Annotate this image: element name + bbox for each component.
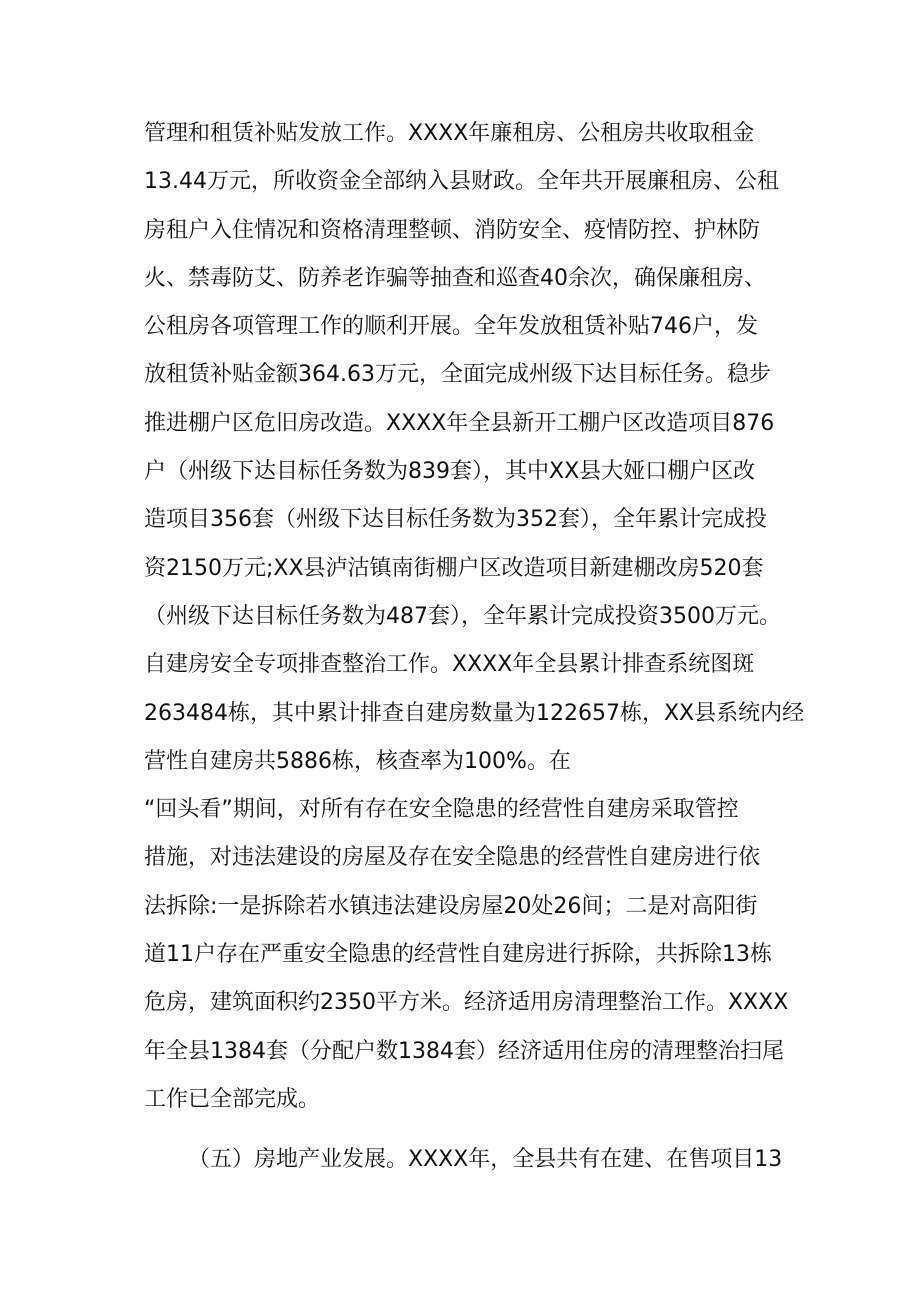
text-line-14: 营性自建房共5886栋，核查率为100%。在 bbox=[144, 748, 571, 774]
text-line-21: 工作已全部完成。 bbox=[144, 1086, 321, 1112]
text-line-20: 年全县1384套（分配户数1384套）经济适用住房的清理整治扫尾 bbox=[144, 1038, 784, 1064]
text-line-16: 措施，对违法建设的房屋及存在安全隐患的经营性自建房进行依 bbox=[144, 845, 761, 871]
text-line-12: 自建房安全专项排查整治工作。XXXX年全县累计排查系统图斑 bbox=[144, 652, 755, 678]
text-line-4: 火、禁毒防艾、防养老诈骗等抽查和巡查40余次，确保廉租房、 bbox=[144, 265, 766, 291]
text-line-15: “回头看”期间，对所有存在安全隐患的经营性自建房采取管控 bbox=[144, 797, 739, 823]
text-line-2: 13.44万元，所收资金全部纳入县财政。全年共开展廉租房、公租 bbox=[144, 169, 779, 195]
text-line-9: 造项目356套（州级下达目标任务数为352套），全年累计完成投 bbox=[144, 507, 767, 533]
text-line-1: 管理和租赁补贴发放工作。XXXX年廉租房、公租房共收取租金 bbox=[144, 121, 755, 146]
text-line-13: 263484栋，其中累计排查自建房数量为122657栋，XX县系统内经 bbox=[144, 700, 805, 726]
text-line-5: 公租房各项管理工作的顺利开展。全年发放租赁补贴746户，发 bbox=[144, 314, 758, 340]
section-heading-line: （五）房地产业发展。XXXX年，全县共有在建、在售项目13 bbox=[188, 1147, 783, 1173]
text-line-3: 房租户入住情况和资格清理整顿、消防安全、疫情防控、护林防 bbox=[144, 217, 761, 243]
text-line-8: 户（州级下达目标任务数为839套），其中XX县大娅口棚户区改 bbox=[144, 459, 756, 485]
text-line-11: （州级下达目标任务数为487套），全年累计完成投资3500万元。 bbox=[144, 603, 781, 629]
text-line-6: 放租赁补贴金额364.63万元，全面完成州级下达目标任务。稳步 bbox=[144, 362, 771, 388]
text-line-10: 资2150万元;XX县泸沽镇南街棚户区改造项目新建棚改房520套 bbox=[144, 555, 764, 581]
text-line-7: 推进棚户区危旧房改造。XXXX年全县新开工棚户区改造项目876 bbox=[144, 410, 775, 436]
text-line-17: 法拆除:一是拆除若水镇违法建设房屋20处26间；二是对高阳街 bbox=[144, 893, 758, 919]
text-line-18: 道11户存在严重安全隐患的经营性自建房进行拆除，共拆除13栋 bbox=[144, 942, 772, 968]
text-line-19: 危房，建筑面积约2350平方米。经济适用房清理整治工作。XXXX bbox=[144, 990, 789, 1016]
body-text bbox=[144, 110, 804, 1185]
